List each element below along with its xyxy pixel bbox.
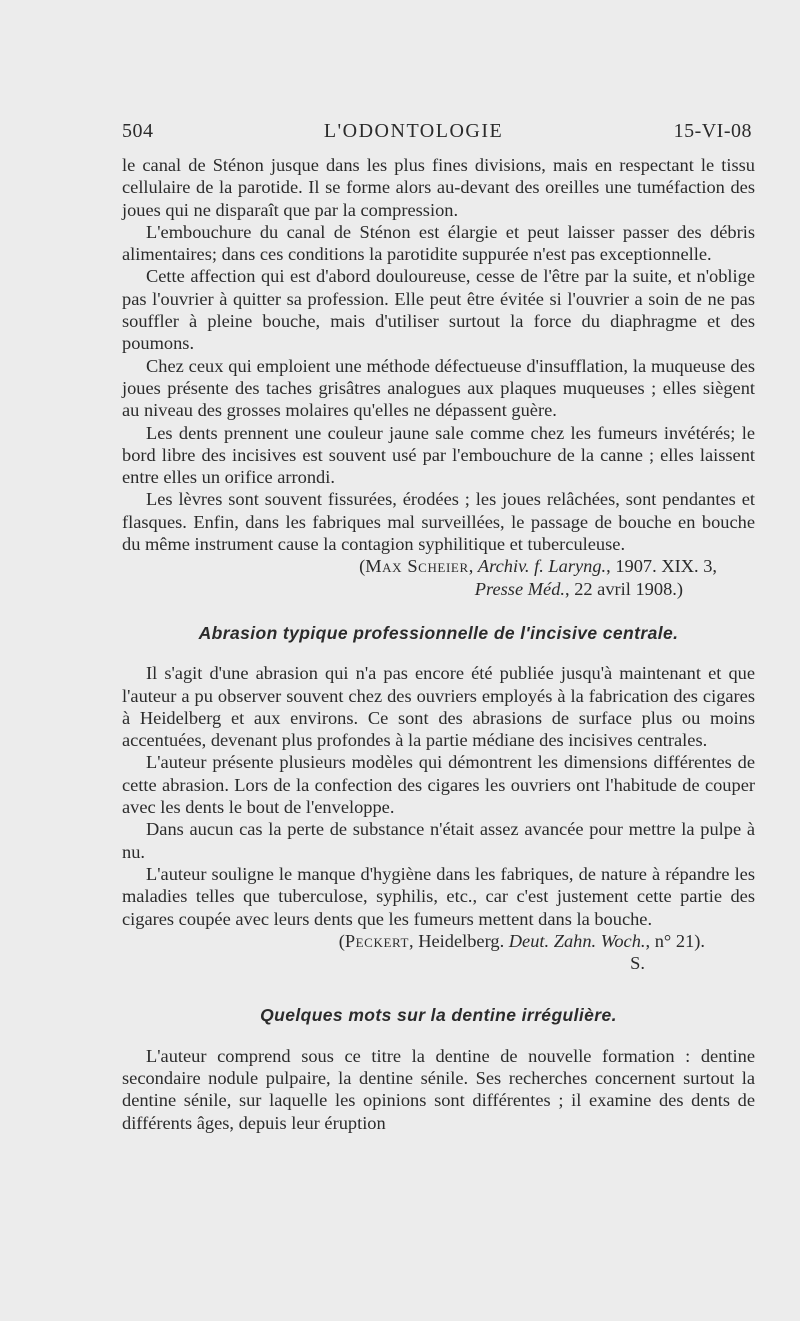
paragraph: Les lèvres sont souvent fissurées, érodées ; les joues relâchées, sont pendantes et flasques. Enfin, dans les fabriques mal surveillées, le passage de bouche en bouche du même instrument cause la contagion syphilitique et tuberculeuse.: [122, 489, 755, 555]
paragraph: L'auteur comprend sous ce titre la dentine de nouvelle formation : dentine secondaire nodule pulpaire, la dentine sénile. Ses recherches concernent surtout la dentine sénile, sur laquelle les opinions sont différentes ; il examine des dents de différents âges, depuis leur éruption: [122, 1045, 755, 1133]
paragraph: Chez ceux qui emploient une méthode défectueuse d'insufflation, la muqueuse des joues présente des taches grisâtres analogues aux plaques muqueuses ; elles siègent au niveau des grosses molaires qu'elles ne dépassent guère.: [122, 355, 755, 421]
paragraph: L'auteur présente plusieurs modèles qui démontrent les dimensions différentes de cette abrasion. Lors de la confection des cigares les ouvriers ont l'habitude de couper avec les dents le bout de l'enveloppe.: [122, 752, 755, 818]
citation-text: , 22 avril 1908.): [565, 578, 683, 599]
paragraph: L'embouchure du canal de Sténon est élargie et peut laisser passer des débris alimentaires; dans ces conditions la parotidite suppurée n'est pas exceptionnelle.: [122, 221, 755, 265]
citation-text: , 1907. XIX. 3,: [606, 556, 717, 577]
citation-journal: Presse Méd.: [474, 578, 565, 599]
section-heading: Abrasion typique professionnelle de l'incisive centrale.: [198, 622, 679, 643]
citation-text: (: [338, 930, 345, 951]
citation-author: Peckert: [344, 930, 410, 951]
paragraph: Les dents prennent une couleur jaune sale comme chez les fumeurs invétérés; le bord libre des incisives est souvent usé par l'embouchure de la canne ; elles laissent entre elles un orifice arrondi.: [122, 422, 755, 488]
paragraph: Cette affection qui est d'abord douloureuse, cesse de l'être par la suite, et n'oblige pas l'ouvrier à quitter sa profession. Elle peut être évitée si l'ouvrier a soin de ne pas souffler à pleine bouche, mais d'utiliser surtout la force du diaphragme et des poumons.: [122, 266, 755, 354]
citation-text: , Heidelberg.: [409, 930, 509, 951]
citation-continued: [122, 578, 755, 600]
page-number: 504: [122, 120, 154, 142]
citation-author: Max Scheier: [365, 556, 469, 577]
citation-text: (: [359, 556, 366, 577]
paragraph: Dans aucun cas la perte de substance n'était assez avancée pour mettre la pulpe à nu.: [122, 819, 755, 862]
citation: [122, 930, 755, 952]
section-heading: Quelques mots sur la dentine irrégulière.: [260, 1005, 617, 1026]
signature: S.: [630, 953, 645, 974]
issue-date: 15-VI-08: [673, 120, 752, 142]
citation-text: , n° 21).: [645, 930, 705, 951]
paragraph: Il s'agit d'une abrasion qui n'a pas encore été publiée jusqu'à maintenant et que l'auteur a pu observer souvent chez des ouvriers employés à la fabrication des cigares à Heidelberg et aux environs. Ce sont des abrasions de surface plus ou moins accentuées, devenant plus profondes à la partie médiane des incisives centrales.: [122, 663, 755, 751]
running-header: [122, 120, 752, 143]
paragraph: L'auteur souligne le manque d'hygiène dans les fabriques, de nature à répandre les maladies telles que tuberculose, syphilis, etc., car c'est justement cette partie des cigares coupée avec leurs dents que les fumeurs mettent dans la bouche.: [122, 863, 755, 929]
article-body: [122, 154, 755, 1134]
journal-title: L'ODONTOLOGIE: [323, 120, 504, 142]
citation-journal: Deut. Zahn. Woch.: [508, 930, 646, 951]
citation-text: ,: [468, 556, 478, 577]
citation-journal: Archiv. f. Laryng.: [477, 556, 607, 577]
citation: [122, 555, 755, 577]
paragraph: le canal de Sténon jusque dans les plus fines divisions, mais en respectant le tissu cellulaire de la parotide. Il se forme alors au-devant des oreilles une tuméfaction des joues qui ne disparaît que par la compression.: [122, 155, 755, 220]
